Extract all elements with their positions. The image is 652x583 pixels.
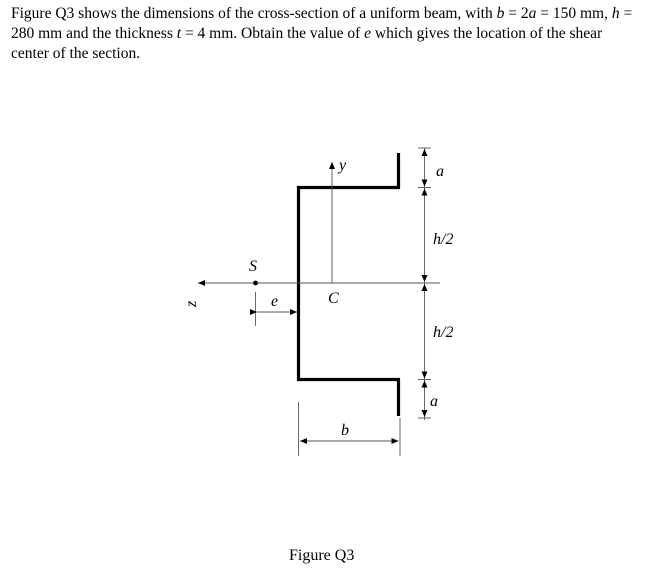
- problem-variable: e: [364, 25, 372, 42]
- e-offset-label: e: [271, 293, 279, 310]
- centroid-label: C: [328, 290, 339, 307]
- lip-bottom-label: a: [430, 393, 438, 410]
- problem-text-fragment: = 2: [504, 5, 529, 22]
- problem-text-fragment: Figure Q3 shows the dimensions of the cross-section of a uniform beam, with: [11, 5, 497, 22]
- problem-variable: h: [611, 5, 620, 22]
- figure-caption: Figure Q3: [289, 547, 355, 564]
- b-dimension-arrow-right: [392, 438, 399, 444]
- beam-section-outline: [299, 153, 399, 416]
- b-width-label: b: [341, 422, 349, 439]
- problem-text-fragment: = 4 mm. Obtain the value of: [181, 25, 365, 42]
- y-axis-label: y: [339, 157, 347, 174]
- problem-variable: t: [176, 25, 182, 42]
- lip-top-label: a: [436, 163, 444, 180]
- problem-text-fragment: = 150 mm,: [536, 5, 612, 22]
- half-height-top-label: h/2: [433, 231, 454, 248]
- shear-center-point: [253, 281, 258, 286]
- problem-text-fragment: which gives the location of the shear center of the section.: [11, 25, 603, 62]
- b-dimension-arrow-left: [300, 438, 307, 444]
- z-axis-label: z: [183, 300, 200, 307]
- problem-variable: a: [528, 5, 537, 22]
- problem-text-fragment: = 280 mm and the thickness: [11, 5, 633, 42]
- problem-variable: b: [496, 5, 505, 22]
- half-height-bottom-label: h/2: [433, 324, 454, 341]
- shear-center-label: S: [249, 258, 257, 275]
